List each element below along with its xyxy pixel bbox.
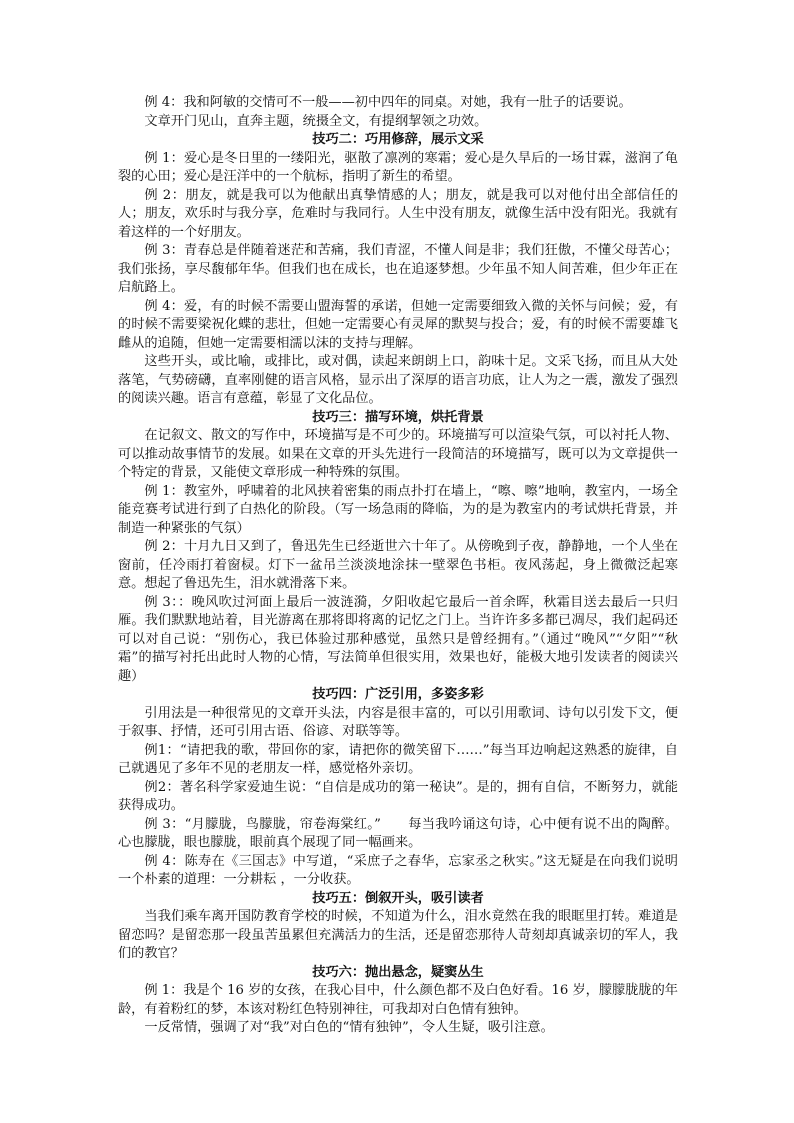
paragraph: 例 4：陈寿在《三国志》中写道，“采庶子之春华，忘家丞之秋实。”这无疑是在向我们说明一个朴素的道理：一分耕耘 ，一分收获。 [118,853,678,887]
section-heading: 技巧六：抛出悬念，疑窦丛生 [312,964,484,980]
paragraph: 例 3：“月朦胧，鸟朦胧，帘卷海棠红。” 每当我吟诵这句诗，心中便有说不出的陶醉。心也朦胧，眼也朦胧，眼前真个展现了同一幅画来。 [118,816,678,850]
paragraph: 例 3：：晚风吹过河面上最后一波涟漪，夕阳收起它最后一首余晖，秋霜目送去最后一只归雁。我们默默地站着，目光游离在那将即将离的记忆之门上。当许许多多都已凋尽，我们起码还可以对自己说：“别伤心，我已体验过那种感觉，虽然只是曾经拥有。”（通过“晚风”“夕阳”“秋霜”的描写衬托出此时人物的心情，写法简单但很实用，效果也好，能极大地引发读者的阅读兴趣） [118,594,678,684]
paragraph: 在记叙文、散文的写作中，环境描写是不可少的。环境描写可以渲染气氛，可以衬托人物、可以推动故事情节的发展。如果在文章的开头先进行一段简洁的环境描写，既可以为文章提供一个特定的背景，又能使文章形成一种特殊的氛围。 [118,428,678,480]
paragraph: 例2：著名科学家爱迪生说：“自信是成功的第一秘诀”。是的，拥有自信，不断努力，就能获得成功。 [118,779,678,813]
paragraph: 例 2：朋友，就是我可以为他献出真挚情感的人；朋友，就是我可以对他付出全部信任的人；朋友，欢乐时与我分享，危难时与我同行。人生中没有朋友，就像生活中没有阳光。我就有着这样的一个好朋友。 [118,187,678,240]
paragraph: 这些开头，或比喻，或排比，或对偶，读起来朗朗上口，韵味十足。文采飞扬，而且从大处落笔，气势磅礴，直率刚健的语言风格，显示出了深厚的语言功底，让人为之一震，激发了强烈的阅读兴趣。语言有意蕴，彰显了文化品位。 [118,354,678,406]
paragraph: 例 1：教室外，呼啸着的北风挟着密集的雨点扑打在墙上，“嚓、嚓”地响，教室内，一场全能竞赛考试进行到了白热化的阶段。（写一场急雨的降临，为的是为教室内的考试烘托背景，并制造一种紧张的气氛） [118,483,678,536]
paragraph: 例 1：爱心是冬日里的一缕阳光，驱散了凛冽的寒霜；爱心是久旱后的一场甘霖，滋润了龟裂的心田；爱心是汪洋中的一个航标，指明了新生的希望。 [118,150,678,184]
paragraph: 例 2：十月九日又到了，鲁迅先生已经逝世六十年了。从傍晚到子夜，静静地，一个人坐在窗前，任冷雨打着窗棂。灯下一盆吊兰淡淡地涂抹一壁翠色书柜。夜风荡起，身上微微泛起寒意。想起了鲁迅先生，泪水就滑落下来。 [118,539,678,591]
paragraph: 例 4：爱，有的时候不需要山盟海誓的承诺，但她一定需要细致入微的关怀与问候；爱，有的时候不需要梁祝化蝶的悲壮，但她一定需要心有灵犀的默契与投合；爱，有的时候不需要雄飞雌从的追随，但她一定需要相濡以沫的支持与理解。 [118,298,678,351]
paragraph: 例 1：我是个 16 岁的女孩，在我心目中，什么颜色都不及白色好看。16 岁，朦朦胧胧的年龄，有着粉红的梦，本该对粉红色特别神往，可我却对白色情有独钟。 [118,983,678,1017]
paragraph: 一反常情，强调了对“我”对白色的“情有独钟”，令人生疑，吸引注意。 [144,1020,554,1035]
document-page [118,94,678,1038]
paragraph: 例 3：青春总是伴随着迷茫和苦痛，我们青涩，不懂人间是非；我们狂傲，不懂父母苦心；我们张扬，享尽馥郁年华。但我们也在成长，也在追逐梦想。少年虽不知人间苦难，但少年正在启航路上。 [118,243,678,295]
paragraph: 文章开门见山，直奔主题，统摄全文，有提纲挈领之功效。 [144,113,488,129]
section-heading: 技巧二：巧用修辞，展示文采 [312,132,484,147]
paragraph: 当我们乘车离开国防教育学校的时候，不知道为什么，泪水竟然在我的眼眶里打转。难道是留恋吗？是留恋那一段虽苦虽累但充满活力的生活，还是留恋那待人苛刻却真诚亲切的军人，我们的教官？ [118,909,678,961]
paragraph: 例1：“请把我的歌，带回你的家，请把你的微笑留下……”每当耳边响起这熟悉的旋律，自己就遇见了多年不见的老朋友一样，感觉格外亲切。 [118,742,678,776]
section-heading: 技巧五：倒叙开头，吸引读者 [312,890,484,906]
section-heading: 技巧四：广泛引用，多姿多彩 [312,687,484,702]
section-heading: 技巧三：描写环境，烘托背景 [312,409,484,425]
paragraph: 引用法是一种很常见的文章开头法，内容是很丰富的，可以引用歌词、诗句以引发下文，便于叙事、抒情，还可引用古语、俗谚、对联等等。 [118,705,678,739]
paragraph: 例 4：我和阿敏的交情可不一般——初中四年的同桌。对她，我有一肚子的话要说。 [144,95,632,110]
